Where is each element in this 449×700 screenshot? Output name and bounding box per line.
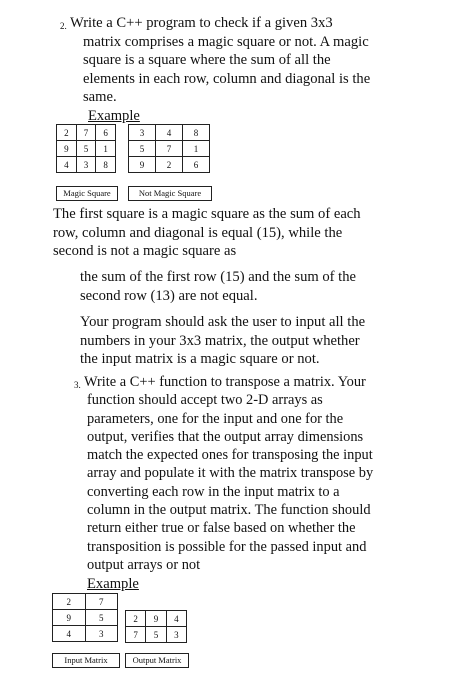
q3-line: array and populate it with the matrix transpose by [87, 465, 374, 482]
output-matrix-table [125, 610, 187, 643]
table-cell: 8 [183, 125, 210, 141]
q2-explanation-line: row, column and diagonal is equal (15), while the [53, 224, 343, 241]
q2-line: same. [83, 89, 117, 106]
table-cell: 9 [129, 157, 156, 173]
table-row [126, 611, 187, 627]
table-row [53, 626, 118, 642]
q3-example-heading: Example [87, 576, 139, 592]
table-cell: 7 [85, 594, 118, 610]
q3-line: output arrays or not [87, 556, 201, 573]
q2-explanation-line: second row (13) are not equal. [80, 287, 258, 304]
table-cell: 3 [166, 627, 186, 643]
table-cell: 6 [183, 157, 210, 173]
table-cell: 4 [156, 125, 183, 141]
table-cell: 9 [146, 611, 166, 627]
table-cell: 4 [53, 626, 86, 642]
question-3-number: 3. [74, 380, 81, 390]
table-row [57, 157, 116, 173]
q2-line: Write a C++ program to check if a given 3x3 [70, 15, 333, 31]
table-cell: 7 [76, 125, 96, 141]
output-matrix-caption: Output Matrix [125, 653, 189, 668]
table-cell: 5 [129, 141, 156, 157]
q2-line: square is a square where the sum of all the [83, 52, 331, 69]
table-row [57, 141, 116, 157]
table-cell: 1 [183, 141, 210, 157]
table-cell: 2 [156, 157, 183, 173]
table-row [53, 610, 118, 626]
table-row [129, 141, 210, 157]
table-cell: 7 [156, 141, 183, 157]
not-magic-square-caption: Not Magic Square [128, 186, 212, 201]
table-row [129, 157, 210, 173]
table-row [57, 125, 116, 141]
table-cell: 2 [57, 125, 77, 141]
q2-explanation [53, 205, 361, 261]
table-cell: 3 [85, 626, 118, 642]
table-row [126, 627, 187, 643]
q2-explanation-line: second is not a magic square as [53, 243, 237, 260]
table-cell: 5 [85, 610, 118, 626]
table-cell: 8 [96, 157, 116, 173]
table-cell: 3 [129, 125, 156, 141]
table-cell: 2 [53, 594, 86, 610]
table-cell: 3 [76, 157, 96, 173]
table-cell: 6 [96, 125, 116, 141]
table-row [129, 125, 210, 141]
q3-line: parameters, one for the input and one for the [87, 410, 344, 427]
magic-square-table [56, 124, 116, 173]
q3-line: return either true or false based on whether the [87, 520, 356, 537]
table-row [53, 594, 118, 610]
q2-example-heading: Example [88, 108, 140, 124]
input-matrix-table [52, 593, 118, 642]
q3-line: converting each row in the input matrix to a [87, 483, 340, 500]
table-cell: 7 [126, 627, 146, 643]
q2-instruction-line: the input matrix is a magic square or not. [80, 351, 320, 368]
question-2-number: 2. [60, 21, 67, 31]
table-cell: 5 [76, 141, 96, 157]
q3-line: Write a C++ function to transpose a matrix. Your [84, 374, 366, 390]
q3-line: output, verifies that the output array dimensions [87, 428, 364, 445]
q3-line: function should accept two 2-D arrays as [87, 392, 323, 409]
q3-line: column in the output matrix. The function should [87, 502, 371, 519]
q3-line: match the expected ones for transposing the input [87, 447, 373, 464]
q3-line: transposition is possible for the passed input and [87, 538, 367, 555]
question-3-text [84, 373, 373, 574]
table-cell: 2 [126, 611, 146, 627]
q2-explanation-line: The first square is a magic square as the sum of each [53, 206, 361, 222]
table-cell: 9 [57, 141, 77, 157]
input-matrix-caption: Input Matrix [52, 653, 120, 668]
table-cell: 4 [166, 611, 186, 627]
q2-explanation-continued [80, 268, 356, 305]
question-2-text [70, 14, 370, 107]
table-cell: 5 [146, 627, 166, 643]
q2-line: elements in each row, column and diagonal is the [83, 70, 371, 87]
q2-instruction-line: numbers in your 3x3 matrix, the output whether [80, 332, 360, 349]
q2-instruction-line: Your program should ask the user to input all the [80, 314, 366, 330]
table-cell: 9 [53, 610, 86, 626]
q2-explanation-line: the sum of the first row (15) and the sum of the [80, 269, 357, 285]
table-cell: 1 [96, 141, 116, 157]
magic-square-caption: Magic Square [56, 186, 118, 201]
q2-instruction [80, 313, 365, 369]
not-magic-square-table [128, 124, 210, 173]
table-cell: 4 [57, 157, 77, 173]
q2-line: matrix comprises a magic square or not. A magic [83, 33, 369, 50]
